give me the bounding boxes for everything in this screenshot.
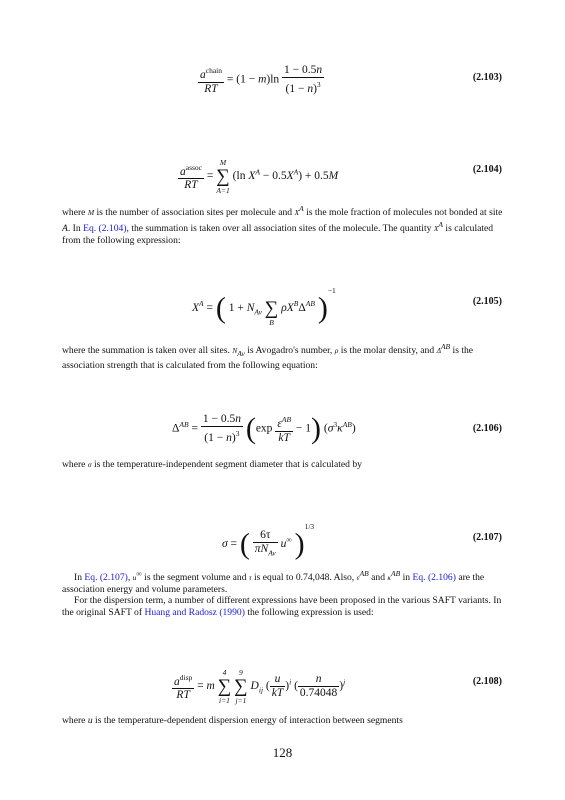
symbol-sub: Av	[237, 349, 245, 359]
symbol: κ	[387, 573, 392, 583]
equation-2-103-math: $\frac{a^{chain}}{RT}$ = (1 − m)ln $\frac{1 - 0.5n}{(1 - n)^3}$	[200, 64, 323, 95]
symbol-sup: AB	[359, 569, 369, 578]
paragraph-segment-volume	[62, 568, 508, 619]
equation-number: (2.108)	[472, 676, 502, 687]
text: In	[74, 572, 82, 584]
text: and	[371, 572, 386, 584]
symbol: u	[87, 715, 93, 726]
text: where	[62, 459, 86, 470]
text: where	[62, 715, 86, 726]
text: the following expression is used:	[247, 606, 374, 618]
text: is the association strength that is calculated from the following equation:	[62, 345, 474, 371]
text: , the summation is taken over all association sites of the molecule. The quantity	[126, 222, 432, 234]
equation-link[interactable]: Eq. (2.106)	[412, 572, 456, 584]
symbol: M	[87, 208, 95, 218]
text: is the number of association sites per molecule and	[96, 207, 293, 219]
symbol-sup: AB	[440, 342, 451, 351]
text: is the temperature-dependent dispersion energy of interaction between segments	[95, 715, 403, 726]
equation-link[interactable]: Eq. (2.107)	[84, 572, 128, 584]
equation-2-103	[62, 62, 502, 106]
equation-2-105	[62, 286, 502, 332]
text: is the temperature-independent segment diameter that is calculated by	[93, 459, 362, 470]
equation-2-107	[62, 522, 502, 568]
text: . In	[67, 222, 81, 234]
equation-2-104-math: $\frac{a^{assoc}}{RT}$ = M ∑ A=1 (ln $X^A - 0.5X^A) + 0.5M$	[180, 158, 339, 195]
equation-2-104	[62, 156, 502, 202]
text: is equal to 0.74,048. Also,	[254, 572, 355, 584]
equation-2-108	[62, 668, 502, 714]
text: where the summation is taken over all sites.	[62, 345, 230, 357]
text: is the mole fraction of molecules not bonded at site	[306, 207, 503, 219]
equation-number: (2.105)	[472, 296, 502, 307]
symbol-sup: A	[438, 219, 443, 229]
text: is calculated from the following expression:	[62, 222, 494, 246]
paragraph-dispersion	[62, 595, 508, 618]
text: is Avogadro's number,	[247, 345, 333, 357]
symbol-sup: A	[299, 204, 304, 213]
equation-number: (2.103)	[472, 72, 502, 83]
text: are the association energy and volume parameters.	[62, 572, 485, 595]
equation-number: (2.107)	[472, 532, 502, 543]
text: ,	[127, 572, 131, 584]
text: in	[402, 572, 411, 584]
symbol: ρ	[334, 346, 339, 356]
symbol: τ	[248, 573, 252, 583]
paragraph-segment-diameter	[62, 459, 508, 471]
equation-number: (2.104)	[472, 164, 502, 175]
paragraph-association-sites	[62, 203, 508, 246]
equation-2-105-math: $X^A$ = ( $1 + N_{Av}$ ∑ B $\rho X^B\Delta^{AB}$ )$^{-1}$	[192, 286, 336, 327]
symbol-sup: AB	[391, 569, 401, 578]
text: where	[62, 207, 86, 219]
text: is the segment volume and	[144, 572, 247, 584]
paragraph-parameters	[62, 568, 508, 595]
citation-link[interactable]: Huang and Radosz (1990)	[144, 606, 245, 618]
text: For the dispersion term, a number of different expressions have been proposed in the various SAFT variants. In the original SAFT of	[62, 595, 502, 618]
equation-2-106	[62, 412, 502, 458]
equation-2-108-math: $\frac{a^{disp}}{RT}$ = m 4 ∑ i=1 9 ∑ j=1 $D_{ij}$ ( $\frac{u}{kT}$ )$^i$ ( $\frac{n}{0.74048}$ )$^j$	[174, 668, 346, 705]
symbol: X	[433, 223, 439, 233]
paragraph-summation	[62, 341, 508, 371]
symbol: u	[132, 573, 137, 583]
page-number: 128	[272, 745, 293, 760]
symbol: N	[232, 346, 238, 356]
equation-2-107-math: σ = ( $\frac{6\tau}{\pi N_{Av}}$ u∞ )$^{1/3}$	[222, 522, 315, 561]
equation-link[interactable]: Eq. (2.104)	[83, 222, 127, 234]
symbol: σ	[87, 460, 92, 469]
symbol-sup: ∞	[136, 569, 142, 578]
symbol: Δ	[436, 346, 441, 356]
equation-number: (2.106)	[472, 423, 502, 434]
equation-2-106-math: $\Delta^{AB}$ = $\frac{1 - 0.5n}{(1 - n)^3}$ (exp $\frac{\varepsilon^{AB}}{kT}$ − 1) $(\sigma^3\kappa^{AB})$	[172, 412, 356, 445]
symbol: X	[294, 208, 300, 218]
paragraph-dispersion-energy	[62, 715, 508, 727]
symbol: ε	[356, 573, 360, 583]
text: is the molar density, and	[340, 345, 435, 357]
symbol: A	[62, 222, 68, 234]
